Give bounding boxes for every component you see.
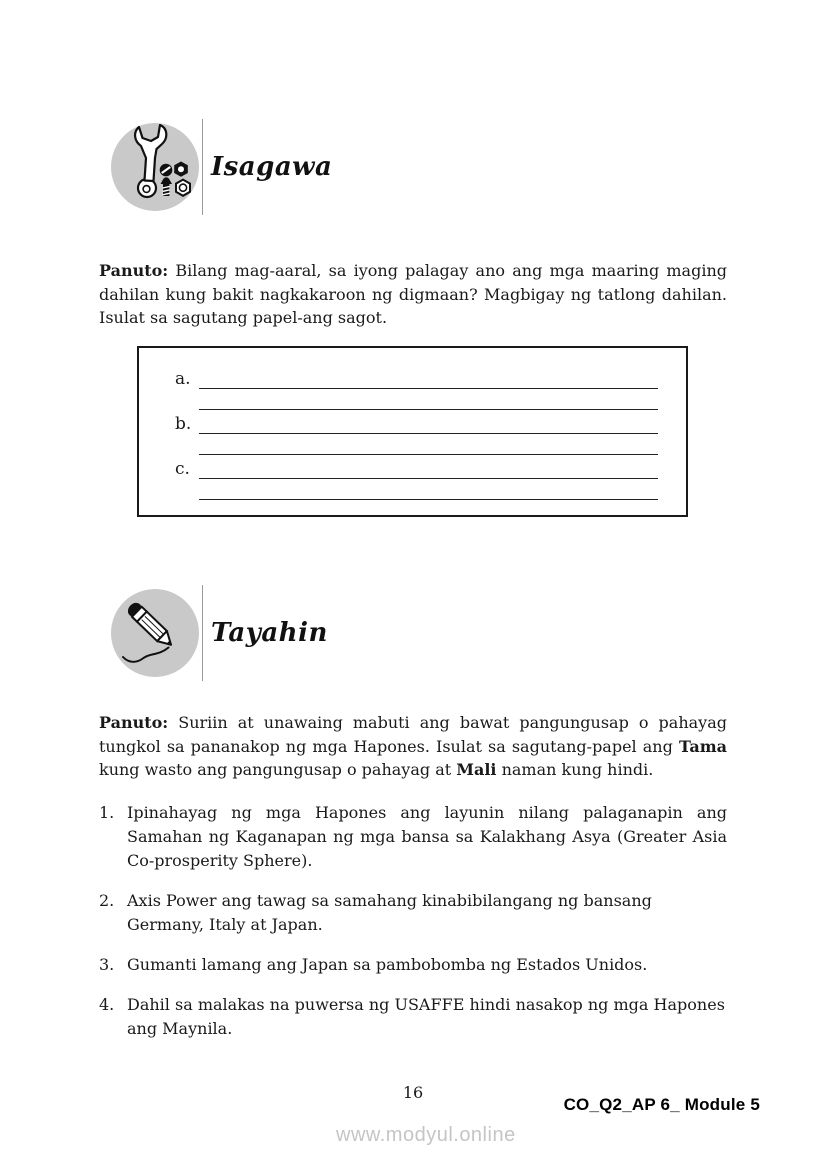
answer-box [137, 346, 688, 517]
panuto-text: Bilang mag-aaral, sa iyong palagay ano ang mga maaring maging dahilan kung bakit nagkakaroon ng digmaan? Magbigay ng tatlong dahilan. Isulat sa sagutang papel-ang sagot. [99, 261, 727, 327]
section-title-isagawa: Isagawa [211, 152, 333, 182]
question-item [99, 993, 727, 1041]
mali-bold: Mali [456, 760, 497, 779]
answer-line [199, 413, 658, 434]
question-text: Gumanti lamang ang Japan sa pambobomba ng Estados Unidos. [127, 955, 648, 974]
panuto-label: Panuto: [99, 261, 169, 280]
question-text: Dahil sa malakas na puwersa ng USAFFE hindi nasakop ng mga Hapones ang Maynila. [127, 995, 725, 1038]
question-item [99, 953, 727, 977]
question-number: 4. [99, 995, 115, 1014]
answer-line [199, 479, 658, 500]
section-title-tayahin: Tayahin [211, 618, 328, 648]
module-code: CO_Q2_AP 6_ Module 5 [563, 1095, 760, 1114]
question-text: Ipinahayag ng mga Hapones ang layunin nilang palaganapin ang Samahan ng Kaganapan ng mga bansa sa Kalakhang Asya (Greater Asia Co-prosperity Sphere). [127, 803, 727, 870]
answer-label-b: b. [175, 414, 192, 434]
answer-label-a: a. [175, 369, 191, 389]
answer-item-b [175, 413, 658, 455]
question-item [99, 801, 727, 873]
tama-bold: Tama [678, 736, 727, 756]
question-number: 1. [99, 803, 115, 822]
panuto-label: Panuto: [99, 713, 169, 732]
watermark: www.modyul.online [336, 1124, 516, 1146]
section-header-isagawa [110, 119, 332, 215]
pencil-icon [110, 585, 200, 681]
section-header-tayahin [110, 585, 328, 681]
header-divider [202, 585, 203, 681]
question-list [99, 801, 727, 1057]
header-divider [202, 119, 203, 215]
answer-line [199, 434, 658, 455]
answer-line [199, 458, 658, 479]
panuto-text-1: Suriin at unawaing mabuti ang bawat pangungusap o pahayag tungkol sa pananakop ng mga Hapones. Isulat sa sagutang-papel ang [99, 713, 727, 756]
question-number: 3. [99, 955, 115, 974]
panuto-text-3: naman kung hindi. [496, 760, 654, 779]
panuto-tayahin [99, 711, 727, 782]
answer-line [199, 368, 658, 389]
answer-item-a [175, 368, 658, 410]
question-number: 2. [99, 891, 115, 910]
answer-line [199, 389, 658, 410]
wrench-tools-icon [110, 119, 200, 215]
question-text: Axis Power ang tawag sa samahang kinabibilangang ng bansang Germany, Italy at Japan. [127, 891, 652, 934]
panuto-text-2: kung wasto ang pangungusap o pahayag at [99, 760, 457, 779]
answer-item-c [175, 458, 658, 500]
answer-label-c: c. [175, 459, 190, 479]
question-item [99, 889, 727, 937]
panuto-isagawa [99, 259, 727, 330]
page-number: 16 [402, 1083, 424, 1102]
